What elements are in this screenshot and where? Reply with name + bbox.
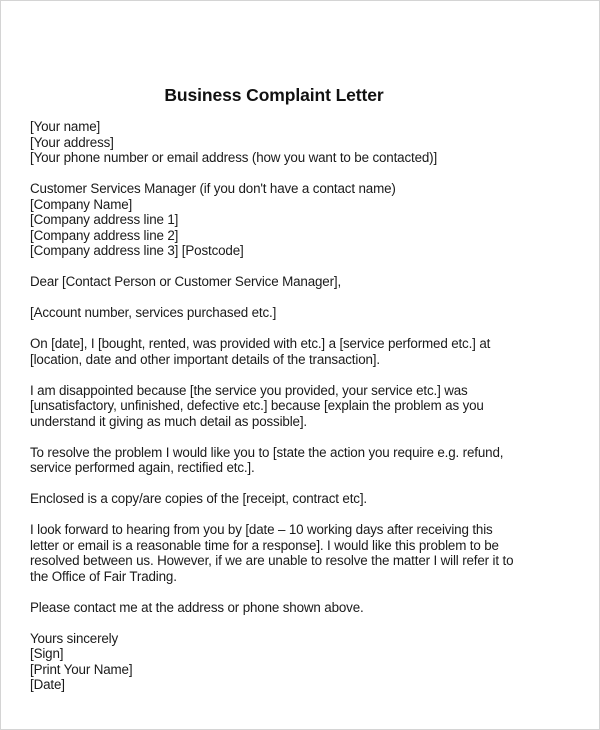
paragraph-line: [location, date and other important details of the transaction]. bbox=[30, 351, 380, 367]
document-title: Business Complaint Letter bbox=[164, 85, 384, 105]
paragraph-line: letter or email is a reasonable time for a response]. I would like this problem to be bbox=[30, 537, 499, 553]
paragraph-line: I am disappointed because [the service you provided, your service etc.] was bbox=[30, 382, 468, 398]
paragraph-enclosures bbox=[30, 491, 570, 507]
letter-body bbox=[30, 119, 570, 708]
reference-line bbox=[30, 305, 570, 321]
paragraph-line: I look forward to hearing from you by [date – 10 working days after receiving this bbox=[30, 522, 493, 537]
closing-valediction: Yours sincerely bbox=[30, 630, 119, 646]
salutation bbox=[30, 274, 570, 290]
paragraph-resolution bbox=[30, 445, 570, 476]
paragraph-line: To resolve the problem I would like you to [state the action you require e.g. refund, bbox=[30, 444, 504, 460]
closing-block bbox=[30, 631, 570, 693]
paragraph-line: the Office of Fair Trading. bbox=[30, 568, 177, 584]
sender-contact: [Your phone number or email address (how you want to be contacted)] bbox=[30, 150, 438, 165]
paragraph-line: service performed again, rectified etc.]. bbox=[30, 460, 255, 475]
recipient-company: [Company Name] bbox=[30, 196, 133, 212]
reference-text: [Account number, services purchased etc.] bbox=[30, 305, 277, 320]
paragraph-line: understand it giving as much detail as possible]. bbox=[30, 413, 307, 429]
sender-address: [Your address] bbox=[30, 134, 114, 150]
sender-block bbox=[30, 119, 570, 166]
sender-name: [Your name] bbox=[30, 119, 101, 134]
paragraph-line: On [date], I [bought, rented, was provided with etc.] a [service performed etc.] at bbox=[30, 336, 491, 351]
closing-sign: [Sign] bbox=[30, 646, 64, 661]
closing-print-name: [Print Your Name] bbox=[30, 661, 133, 677]
paragraph-line: [unsatisfactory, unfinished, defective etc.] because [explain the problem as you bbox=[30, 398, 484, 413]
recipient-address-1: [Company address line 1] bbox=[30, 212, 179, 227]
paragraph-line: Please contact me at the address or phone shown above. bbox=[30, 599, 364, 615]
paragraph-line: Enclosed is a copy/are copies of the [receipt, contract etc]. bbox=[30, 491, 367, 506]
paragraph-line: resolved between us. However, if we are unable to resolve the matter I will refer it to bbox=[30, 553, 514, 568]
recipient-address-2: [Company address line 2] bbox=[30, 227, 179, 243]
closing-date: [Date] bbox=[30, 677, 65, 692]
recipient-title: Customer Services Manager (if you don't have a contact name) bbox=[30, 181, 396, 196]
paragraph-transaction bbox=[30, 336, 570, 367]
paragraph-deadline bbox=[30, 522, 570, 584]
paragraph-disappointment bbox=[30, 383, 570, 430]
recipient-block bbox=[30, 181, 570, 259]
paragraph-contact bbox=[30, 600, 570, 616]
salutation-text: Dear [Contact Person or Customer Service Manager], bbox=[30, 274, 342, 289]
recipient-address-3: [Company address line 3] [Postcode] bbox=[30, 243, 244, 258]
